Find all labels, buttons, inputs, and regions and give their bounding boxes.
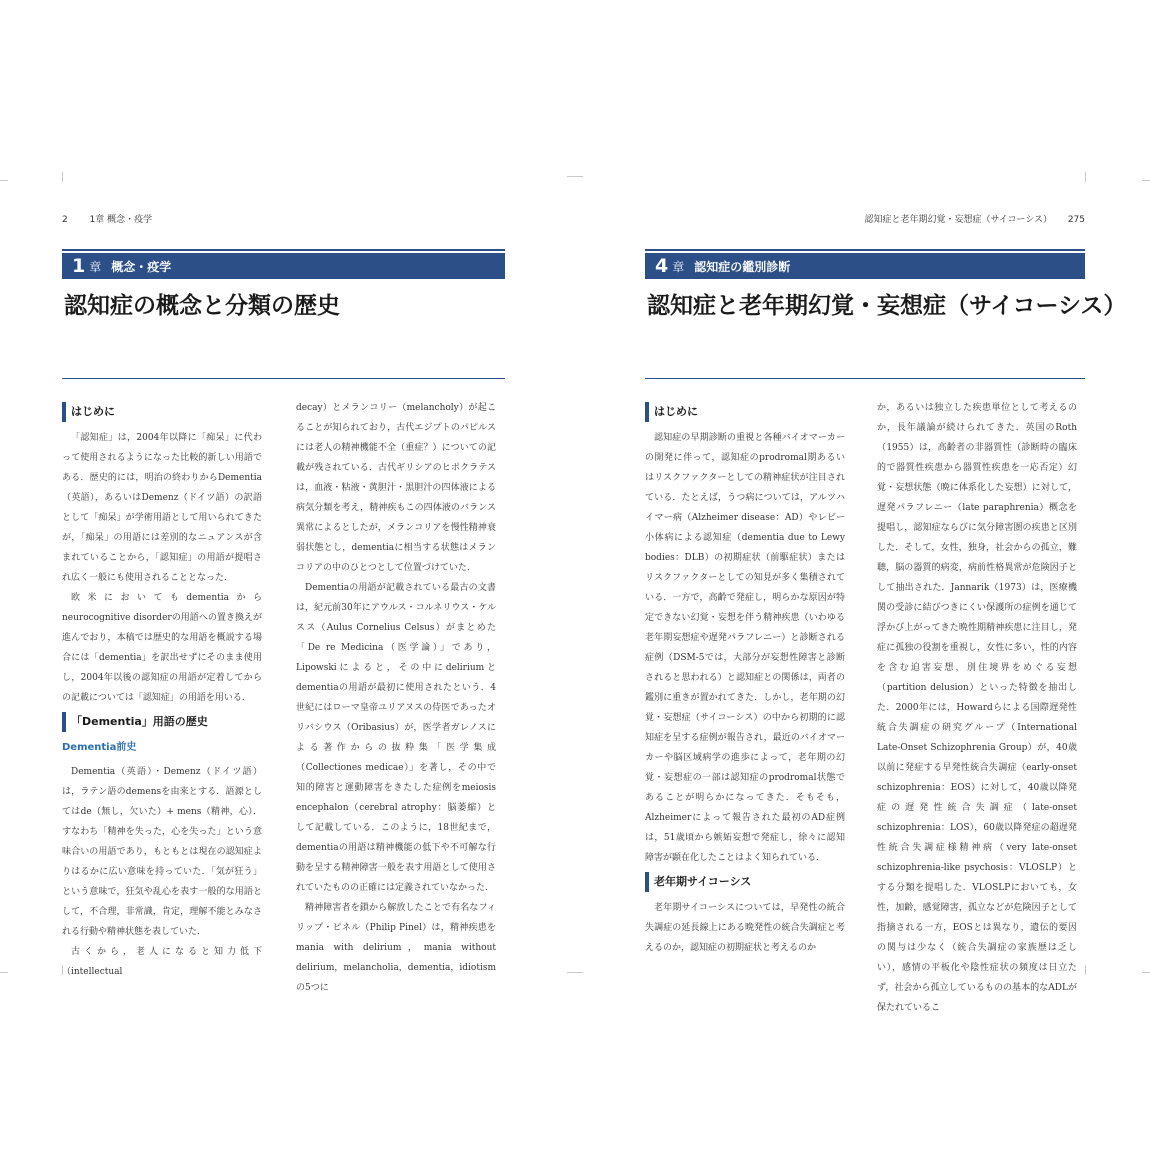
crop-mark	[1085, 172, 1086, 182]
paragraph: 「認知症」は，2004年以降に「痴呆」に代わって使用されるようになった比較的新しい用語である．歴史的には，明治の終わりからDementia（英語），あるいはDemenz（ドイツ語）の訳語として「痴呆」が学術用語として用いられてきたが，「痴呆」の用語には差別的なニュアンスが含まれていることから，「認知症」の用語が提唱され広く一般にも使用されることとなった．	[62, 433, 262, 583]
chapter-name: 認知症の鑑別診断	[694, 259, 791, 274]
chapter-number: 4	[655, 255, 669, 277]
running-head-text: 1章 概念・疫学	[89, 215, 153, 225]
section-heading: はじめに	[645, 402, 845, 422]
chapter-band	[645, 253, 1085, 279]
section-heading: 老年期サイコーシス	[645, 872, 845, 892]
crop-mark	[0, 972, 8, 973]
article-title: 認知症と老年期幻覚・妄想症（サイコーシス）	[647, 293, 1127, 319]
paragraph: 精神障害者を鎖から解放したことで有名なフィリップ・ピネル（Philip Pinel）は，精神疾患をmania with delirium，mania without delirium，melancholia，dementia，idiotismの5つに	[296, 903, 496, 993]
chapter-unit: 章	[672, 259, 685, 274]
paragraph: か，あるいは独立した疾患単位として考えるのか，長年議論が続けられてきた．英国のRoth（1955）は，高齢者の非器質性（診断時の臨床的で器質性疾患から器質性疾患を一応否定）幻覚・妄想状態（晩に体系化した妄想）に対して，遅発パラフレニー（late paraphrenia）概念を提唱し，認知症ならびに気分障害圏の疾患と区別した．そして，女性，独身，社会からの孤立，難聴，脳の器質的病変，病前性格異常が危険因子として抽出された．Jannarik（1973）は，医療機関の受診に結びつきにくい保護所の症例を通じて浮かび上がってきた晩性期精神疾患に注目し，発症に孤独の役割を重視し，女性に多い，性的内容を含む迫害妄想，別住境界をめぐる妄想（partition delusion）といった特徴を抽出した．2000年には，Howardらによる国際遅発性統合失調症の研究グループ（International Late-Onset Schizophrenia Group）が，40歳以前に発症する早発性統合失調症（early-onset schizophrenia：EOS）に対して，40歳以降発症の遅発性統合失調症（late-onset schizophrenia：LOS），60歳以降発症の超遅発性統合失調症様精神病（very late-onset schizophrenia-like psychosis：VLOSLP）とする分類を提唱した．VLOSLPにおいても，女性，加齢，感覚障害，孤立などが危険因子として指摘される一方，EOSとは異なり，遺伝的要因の関与は少なく（統合失調症の家族歴は乏しい），感情の平板化や陰性症状の頻度は日立たず，社会から孤立しているものの基本的なADLが保たれているこ	[877, 403, 1077, 1013]
text-column-2	[296, 398, 496, 993]
paragraph: 欧米においてもdementiaからneurocognitive disorderの用語への置き換えが進んでおり，本稿では歴史的な用語を概説する場合には「dementia」を訳出せずにそのまま使用し，2004年以後の認知症の用語が定着してからの記載については「認知症」の用語を用いる．	[62, 593, 262, 703]
right-page	[575, 0, 1150, 1150]
paragraph: 老年期サイコーシスについては，早発性の統合失調症の延長線上にある晩発性の統合失調症と考えるのか，認知症の初期症状と考えるのか	[645, 903, 845, 953]
crop-mark	[1142, 972, 1150, 973]
crop-mark	[575, 176, 583, 177]
chapter-rule	[645, 249, 1085, 251]
article-title: 認知症の概念と分類の歴史	[64, 293, 340, 319]
crop-mark	[1142, 180, 1150, 181]
title-divider	[62, 378, 505, 379]
paragraph: 古くから，老人になると知力低下（intellectual	[62, 947, 262, 977]
text-column-2	[877, 398, 1077, 1013]
chapter-rule	[62, 249, 505, 251]
crop-mark	[567, 972, 575, 973]
chapter-unit: 章	[89, 259, 102, 274]
crop-mark	[1085, 965, 1086, 975]
title-divider	[645, 378, 1085, 379]
chapter-name: 概念・疫学	[111, 259, 172, 274]
text-column-1	[62, 398, 262, 977]
page-number: 2	[62, 215, 68, 225]
crop-mark	[0, 180, 8, 181]
running-header	[865, 212, 1086, 225]
running-header	[62, 212, 152, 225]
paragraph: 認知症の早期診断の重視と各種バイオマーカーの開発に伴って，認知症のprodromal期あるいはリスクファクターとしての精神症状が注目されている．たとえば，うつ病については，アルツハイマー病（Alzheimer disease：AD）やレビー小体病による認知症（dementia due to Lewy bodies：DLB）の初期症状（前駆症状）またはリスクファクターとしての知見が多く集積されている．一方で，高齢で発症し，明らかな原因が特定できない幻覚・妄想を伴う精神疾患（いわゆる老年期妄想症や遅発パラフレニー）と診断される症例（DSM-5では，大部分が妄想性障害と診断されると思われる）と認知症との関係は，両者の鑑別に重きが置かれてきた．しかし，老年期の幻覚・妄想症（サイコーシス）の中から初期的に認知症を呈する症例が報告され，最近のバイオマーカーや脳区域病学の進歩によって，老年期の幻覚・妄想症の一部は認知症のprodromal状態であることが明らかになってきた．そもそも，Alzheimerによって報告された最初のAD症例は，51歳頃から嫉妬妄想で発症し，徐々に認知障害が顕在化したことはよく知られている．	[645, 433, 845, 863]
chapter-band	[62, 253, 505, 279]
paragraph: Dementiaの用語が記載されている最古の文書は，紀元前30年にアウルス・コルネリウス・ケルスス（Aulus Cornelius Celsus）がまとめた「De re Medicina（医学論）」であり，Lipowskiによると，その中にdeliriumとdementiaの用語が最初に使用されたという．4世紀にはローマ皇帝ユリアヌスの侍医であったオリバシウス（Oribasius）が，医学者ガレノスによる著作からの抜粋集「医学集成（Collectiones medicae）」を著し，その中で知的障害と運動障害をきたした症例をmeiosis encephalon（cerebral atrophy：脳萎縮）として記載している．このように，18世紀まで，dementiaの用語は精神機能の低下や不可解な行動を呈する精神障害一般を表す用語として使用されていたものの正確には定義されていなかった．	[296, 583, 496, 893]
crop-mark	[567, 176, 575, 177]
running-head-text: 認知症と老年期幻覚・妄想症（サイコーシス）	[864, 215, 1053, 225]
chapter-number: 1	[72, 255, 86, 277]
crop-mark	[62, 172, 63, 182]
paragraph: decay）とメランコリー（melancholy）が起こることが知られており，古代エジプトのパピルスには老人の精神機能不全（重症？）についての記載が残されている．古代ギリシアのヒポクラテスは，血液・粘液・黄胆汁・黒胆汁の四体液による病気分類を考え，精神疾もこの四体液のバランス異常によるとしたが，メランコリアを慢性精神衰弱状態とし，dementiaに相当する状態はメランコリアの中のひとつとして位置づけていた．	[296, 403, 496, 573]
crop-mark	[575, 972, 583, 973]
section-heading: 「Dementia」用語の歴史	[62, 712, 262, 732]
paragraph: Dementia（英語）・Demenz（ドイツ語）は，ラテン語のdemensを由来とする．語源としてはde（無し，欠いた）+ mens（精神，心）．すなわち「精神を失った，心を失った」という意味合いの用語であり，もともとは現在の認知症よりはるかに広い意味を持っていた．「気が狂う」という意味で，狂気や乱心を表す一般的な用語として，不合理，非常識，肯定，理解不能とみなされる行動や精神状態を表していた．	[62, 767, 262, 937]
subsection-heading: Dementia前史	[62, 742, 137, 753]
text-column-1	[645, 398, 845, 953]
section-heading: はじめに	[62, 402, 262, 422]
page-number: 275	[1067, 215, 1085, 225]
